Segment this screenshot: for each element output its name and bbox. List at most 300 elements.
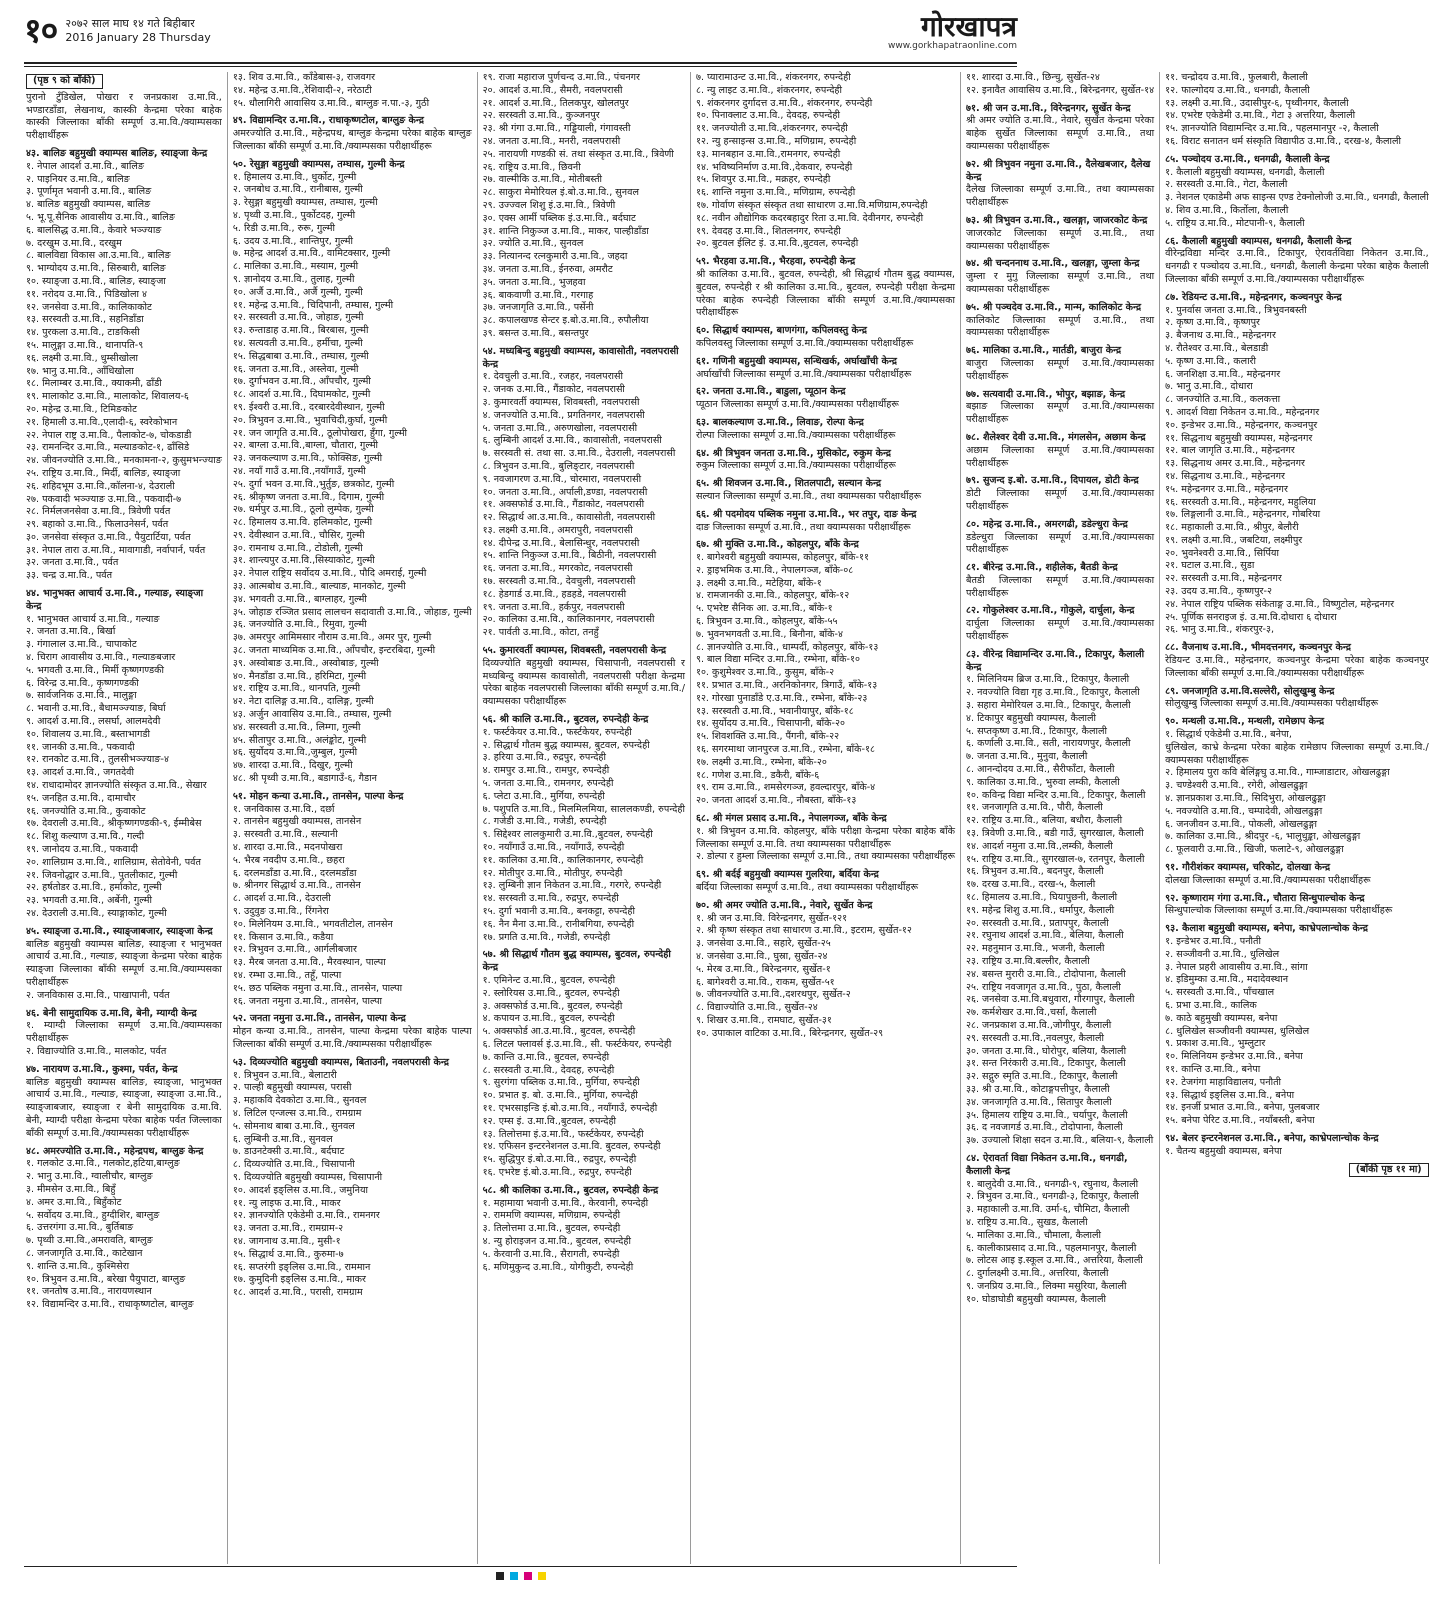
school-list-item: १०. जनता उ.मा.वि., अर्पाली,डण्डा, नवलपरासी [482, 486, 648, 498]
school-list-item: ४५. सीतापुर उ.मा.वि., अलंङ्कोट, गुल्मी [232, 734, 367, 746]
school-list-item: १४. दीपेन्द्र उ.मा.वि., बेलासिन्धुर, नवलपरासी [482, 537, 640, 549]
school-list-item: २५. दुर्गा भवन उ.मा.वि.,भुर्तुङ, छत्रकोट, गुल्मी [232, 478, 395, 490]
school-list-item: २१. जिवनोद्धार उ.मा.वि., पुतलीकाट, गुल्मी [26, 869, 178, 881]
school-list-item: १९. राम उ.मा.वि., शमसेरगञ्ज, हवल्दारपुर, बाँके-४ [695, 782, 876, 794]
school-list-item: १. गलकोट उ.मा.वि., गलकोट,हटिया,बाग्लुङ [26, 1158, 180, 1170]
school-list-item: १६. जनता उ.मा.वि., अस्लेवा, गुल्मी [232, 363, 359, 375]
school-list-item: ३. महाकवि देवकोटा उ.मा.वि., सुनवल [232, 1095, 367, 1107]
school-list-item: ३. कुमारवर्ती क्याम्पस, शिवबस्ती, नवलपरासी [482, 396, 640, 408]
centre-note: श्री कालिका उ.मा.वि., बुटवल, रुपन्देही, श्री सिद्धार्थ गौतम बुद्ध क्याम्पस, बुटवल, रुपन्देही र श्री कालिका उ.मा.वि., बुटवल, रुपन्देही परीक्षा केन्द्रमा परेका बाहेक रुपन्देही जिल्लाका बाँकी सम्पूर्ण उ.मा.वि./क्याम्पसका परीक्षार्थीहरू [695, 268, 955, 319]
centre-note: श्री अमर ज्योति उ.मा.वि., नेवारे, सुर्खेत केन्द्रमा परेका बाहेक सुर्खेत जिल्लाका सम्पूर्ण उ.मा.वि., तथा क्याम्पसका परीक्षार्थीहरू [965, 115, 1155, 152]
school-list-item: १२. जनसेवा उ.मा.वि., कालिकाकोट [26, 301, 152, 313]
school-list-item: १३. सिद्धनाथ अमर उ.मा.वि., महेन्द्रनगर [1165, 458, 1305, 470]
school-list-item: ३. अक्सफोर्ड उ.मा.वि., बुटवल, रुपन्देही [482, 1000, 623, 1012]
school-list-item: २८. साकुरा मेमोरियल इं.बो.उ.मा.वि., सुनवल [482, 187, 639, 199]
centre-heading: ७१. श्री जन उ.मा.वि., विरेन्द्रनगर, सुर्खेत केन्द्र [965, 102, 1131, 114]
school-list-item: १६. जनज्योति उ.मा.वि., कुवाकोट [26, 805, 146, 817]
school-list-item: ४२. नेटा दालिङ्ग उ.मा.वि., दालिङ्ग, गुल्मी [232, 696, 374, 708]
school-list-item: ४६. सुर्योदय उ.मा.वि.,जुम्बुल, गुल्मी [232, 747, 358, 759]
school-list-item: १९. जानोदय उ.मा.वि., पकवादी [26, 844, 138, 856]
school-list-item: १. भानुभक्त आचार्य उ.मा.वि., गल्याङ [26, 613, 160, 625]
school-list-item: १४. एभरेष्ट एकेडेमी उ.मा.वि., गेटा ३ अत्तरिया, कैलाली [1165, 110, 1356, 122]
school-list-item: १. हिमालय उ.मा.वि., धुर्कोट, गुल्मी [232, 171, 357, 183]
school-list-item: ७. सरस्वती सं. तथा सा. उ.मा.वि., देउराली, नवलपरासी [482, 448, 676, 460]
date-block [65, 17, 210, 45]
school-list-item: ३४. जनता उ.मा.वि., ईनरुवा, अमरौट [482, 263, 613, 275]
top-rule-thick [24, 62, 1017, 64]
school-list-item: १३. लक्ष्मी उ.मा.वि., उदासीपुर-६, पृथ्वीनगर, कैलाली [1165, 97, 1349, 109]
school-list-item: ८. जनजागृति उ.मा.वि., काटेखान [26, 1247, 143, 1259]
school-list-item: ३२. जनता उ.मा.वि., पर्वत [26, 557, 119, 569]
school-list-item: १. चैतन्य बहुमुखी क्याम्पस, बनेपा [1165, 1145, 1282, 1157]
school-list-item: ६. कर्णाली उ.मा.वि., सती, नारायणपुर, कैलाली [965, 738, 1131, 750]
school-list-item: ९. भाग्योदय उ.मा.वि., सिरुबारी, बालिङ [26, 263, 166, 275]
school-list-item: ११. एभरसाइन्डि इं.बो.उ.मा.वि., नयाँगाउँ, रुपन्देही [482, 1102, 658, 1114]
date-nepali: २०७२ साल माघ १४ गते बिहीबार [65, 17, 195, 30]
school-list-item: ८. जनज्योति उ.मा.वि., कलकत्ता [1165, 394, 1281, 406]
school-list-item: १. कैलाली बहुमुखी क्याम्पस, धनगढी, कैलाली [1165, 166, 1325, 178]
school-list-item: १४. राधादामोदर ज्ञानज्योति संस्कृत उ.मा.वि., सेखार [26, 780, 207, 792]
school-list-item: ११. जनतोष उ.मा.वि., नारायणस्थान [26, 1286, 152, 1298]
registration-mark-black [496, 1572, 504, 1580]
school-list-item: ५. नवज्योति उ.मा.वि., चम्पादेवी, ओखलढुङ्गा [1165, 805, 1323, 817]
school-list-item: २०. जनता आदर्श उ.मा.वि., नौबस्ता, बाँके-१३ [695, 795, 857, 807]
school-list-item: २४. नेपाल राष्ट्रिय पब्लिक संकेताङ्ग उ.मा.वि., विष्णुटोल, महेन्द्रनगर [1165, 598, 1395, 610]
school-list-item: ३. हरिया उ.मा.वि., रुद्रपुर, रुपन्देही [482, 752, 606, 764]
school-list-item: २. हिमालय पुरा कवि बेलिंङ्गघु उ.मा.वि., गाम्जाडाटार, ओखलढुङ्गा [1165, 767, 1390, 779]
school-list-item: ३१. शान्त्यपुर उ.मा.वि.,सिस्याकोट, गुल्मी [232, 555, 375, 567]
registration-mark-yellow [538, 1572, 546, 1580]
school-list-item: २. स्लोरियस उ.मा.वि., बुटवल, रुपन्देही [482, 987, 620, 999]
centre-heading: ७८. शैलेश्वर देवी उ.मा.वि., मंगलसेन, अछाम केन्द्र [965, 431, 1146, 443]
centre-note: डोटी जिल्लाका सम्पूर्ण उ.मा.वि./क्याम्पसका परीक्षार्थीहरू [965, 488, 1155, 512]
school-list-item: ३२. ज्योति उ.मा.वि., सुनवल [482, 238, 584, 250]
school-list-item: ६. बागेश्वरी उ.मा.वि., राकम, सुर्खेत-५१ [695, 976, 835, 988]
school-list-item: ४. बालिङ बहुमुखी क्याम्पस, बालिङ [26, 199, 151, 211]
school-list-item: ११. न्यु लाइफ उ.मा.वि., माकर [232, 1197, 341, 1209]
school-list-item: १२. इनावैत आवासिय उ.मा.वि., बिरेन्द्रनगर, सुर्खेत-१४ [965, 84, 1155, 96]
school-list-item: २. जनक उ.मा.वि., गैंडाकोट, नवलपरासी [482, 384, 625, 396]
school-list-item: २४. देउराली उ.मा.वि., स्याङ्गाकोट, गुल्मी [26, 908, 167, 919]
school-list-item: ८. बालविद्या विकास आ.उ.मा.वि., बालिङ [26, 250, 171, 262]
school-list-item: ३. नेपाल प्रहरी आवासीय उ.मा.वि., सांगा [1165, 961, 1308, 973]
school-list-item: २९. देवीस्थान उ.मा.वि., चौसिर, गुल्मी [232, 529, 365, 541]
school-list-item: १८. हिमालय उ.मा.वि., घियापुछनी, कैलाली [965, 892, 1118, 904]
school-list-item: २४. जीवनज्योति उ.मा.वि., मनकामना-२, कुसुमभन्ज्याङ [26, 455, 222, 467]
centre-note: धुलिखेल, काभ्रे केन्द्रमा परेका बाहेक रामेछाप जिल्लाका सम्पूर्ण उ.मा.वि./क्याम्पसका परीक्षार्थीहरू [1165, 741, 1429, 766]
school-list-item: ६. मणिमुकुन्द उ.मा.वि., योगीकुटी, रुपन्देही [482, 1261, 634, 1273]
school-list-item: १६. शान्ति नमुना उ.मा.वि., मणिग्राम, रुपन्देही [695, 187, 856, 199]
school-list-item: १९. राजा महाराज पुर्णचन्द उ.मा.वि., पंचनगर [482, 72, 640, 83]
school-list-item: १०. प्रभात इ. बो. उ.मा.वि., मुर्गिया, रुपन्देही [482, 1090, 638, 1102]
school-list-item: १२. बाल जागृति उ.मा.वि., महेन्द्रनगर [1165, 445, 1295, 457]
school-list-item: १२. फाल्गोदय उ.मा.वि., धनगढी, कैलाली [1165, 84, 1310, 96]
centre-heading: ४४. भानुभक्त आचार्य उ.मा.वि., गल्याङ, स्याङ्जा केन्द्र [26, 588, 204, 612]
continued-from-tag: (पृष्ठ ९ को बाँकी) [26, 74, 103, 89]
paper-name-logo: गोरखापत्र [921, 10, 1017, 43]
centre-heading: ८५. पञ्चोदय उ.मा.वि., धनगढी, कैलाली केन्द्र [1165, 153, 1330, 165]
school-list-item: १०. कविन्द्र विद्या मन्दिर उ.मा.वि., टिकापुर, कैलाली [965, 789, 1146, 801]
school-list-item: १६. सप्तरंगी इङ्लिस उ.मा.वि., राममान [232, 1261, 371, 1273]
school-list-item: ८. विद्याज्योति उ.मा.वि., सुर्खेत-२४ [695, 1002, 818, 1014]
school-list-item: ३१. नेपाल तारा उ.मा.वि., मावागाडी, नर्वापार्न, पर्वत [26, 544, 206, 556]
school-list-item: १४. पुरकला उ.मा.वि., टाङकिसी [26, 327, 140, 339]
school-list-item: ९. जनप्रिय उ.मा.वि., लिक्मा मसुरिया, कैलाली [965, 1280, 1127, 1292]
school-list-item: १५. छठ पब्लिक नमुना उ.मा.वि., तानसेन, पाल्पा [232, 982, 403, 994]
school-list-item: १३. मानबहान उ.मा.वि.,रामनगर, रुपन्देही [695, 148, 841, 160]
school-list-item: २७. पकवादी भञ्ज्याङ उ.मा.वि., पकवादी-७ [26, 493, 182, 505]
school-list-item: ३९. अस्वोबाङ उ.मा.वि., अस्वोबाङ, गुल्मी [232, 657, 379, 669]
school-list-item: ३. महाकाली उ.मा.वि. उर्मा-६, चौमिटा, कैलाली [965, 1204, 1130, 1216]
centre-heading: ५१. मोहन कन्या उ.मा.वि., तानसेन, पाल्पा केन्द्र [232, 790, 404, 802]
school-list-item: १३. मैरब जनता उ.मा.वि., मैरवस्थान, पाल्पा [232, 957, 386, 969]
school-list-item: २. नवज्योति विद्या गृह उ.मा.वि., टिकापुर, कैलाली [965, 687, 1140, 699]
school-list-item: १८. हेडगार्ड उ.मा.वि., हडहडे, नवलपरासी [482, 588, 627, 600]
school-list-item: ३०. एक्स आर्मी पब्लिक इं.उ.मा.वि., बर्दघाट [482, 212, 636, 224]
school-list-item: १७. गोर्वाण संस्कृत संस्कृत तथा साधारण उ.मा.वि.मणिग्राम,रुपन्देही [695, 199, 928, 211]
school-list-item: ७. लोटस आइ इ.स्कूल उ.मा.वि., अत्तरिया, कैलाली [965, 1255, 1143, 1267]
school-list-item: ८. दुर्गालक्ष्मी उ.मा.वि., अत्तरिया, कैलाली [965, 1268, 1109, 1280]
school-list-item: १४. एफिसन इन्टरनेशनल उ.मा.वि. बुटवल, रुपन्देही [482, 1141, 661, 1153]
school-list-item: ३१. सन्त निरंकारी उ.मा.वि., टिकापुर, कैलाली [965, 1058, 1126, 1070]
centre-heading: ८६. कैलाली बहुमुखी क्याम्पस, धनगढी, कैलाली केन्द्र [1165, 235, 1352, 247]
school-list-item: १३. सिद्धार्थ इङ्लिस उ.मा.वि., बनेपा [1165, 1089, 1295, 1101]
centre-note: बालिङ बहुमुखी क्याम्पस बालिङ, स्याङ्जा, भानुभक्त आचार्य उ.मा.वि., गल्याङ, स्याङ्जा, स्याङ्जा उ.मा.वि., स्याङ्जाबजार, स्याङ्जा र बेनी सामुदायिक उ.मा.वि. बेनी, म्याग्दी परीक्षा केन्द्रमा परेका बाहेक पर्वत जिल्लाका बाँकी सम्पूर्ण उ.मा.वि./क्याम्पसका परीक्षार्थीहरू [26, 1076, 222, 1139]
centre-heading: ५६. श्री कालि उ.मा.वि., बुटवल, रुपन्देही केन्द्र [482, 714, 649, 726]
centre-note: रेडियन्ट उ.मा.वि., महेन्द्रनगर, कञ्चनपुर केन्द्रमा परेका बाहेक कञ्चनपुर जिल्लाका बाँकी सम्पूर्ण उ.मा.वि./क्याम्पसका परीक्षार्थीहरू [1165, 655, 1429, 679]
school-list-item: २६. शहिदभूम उ.मा.वि.,कॉलना-४, देउराली [26, 480, 175, 492]
school-list-item: ३. जनसेवा उ.मा.वि., सहारे, सुर्खेत-२५ [695, 938, 831, 950]
school-list-item: ६. उत्तरगंगा उ.मा.वि., बुर्तिबाङ [26, 1222, 134, 1234]
website-link[interactable]: www.gorkhapatraonline.com [888, 41, 1017, 52]
centre-note: १. म्याग्दी जिल्लाका सम्पूर्ण उ.मा.वि./क्याम्पसका परीक्षार्थीहरू [26, 1020, 222, 1045]
top-rule-thin [24, 66, 1017, 67]
school-list-item: ३३. श्री उ.मा.वि., कोटाङ्गपत्तीपुर, कैलाली [965, 1083, 1110, 1095]
school-list-item: २७. कर्मशेखर उ.मा.वि.,चर्सा, कैलाली [965, 1007, 1097, 1019]
school-list-item: १५. बनेपा पेरिट उ.मा.वि., नयाँबस्ती, बनेपा [1165, 1115, 1315, 1127]
centre-note: प्यूठान जिल्लाका सम्पूर्ण उ.मा.वि./क्याम्पसका परीक्षार्थीहरू [695, 399, 899, 411]
school-list-item: ४. इडिमुम्का उ.मा.वि., मदादेवस्थान [1165, 974, 1289, 986]
centre-heading: ५८. श्री कालिका उ.मा.वि., बुटवल, रुपन्देही केन्द्र [482, 1184, 659, 1196]
school-list-item: २२. सरस्वती उ.मा.वि., कुञ्जनपुर [482, 110, 600, 122]
school-list-item: १४. महेन्द्र उ.मा.वि.,रेशिवादी-२, नरेठाटी [232, 84, 372, 96]
school-list-item: ३. तिलोत्तमा उ.मा.वि., बुटवल, रुपन्देही [482, 1223, 621, 1235]
school-list-item: १. देवचुली उ.मा.वि., रजहर, नवलपरासी [482, 371, 623, 383]
school-list-item: १३. सरस्वती उ.मा.वि., सहनिडाँडा [26, 314, 144, 326]
school-list-item: २३. उदय उ.मा.वि., कृष्णपुर-२ [1165, 586, 1272, 598]
column-5 [960, 72, 1159, 1564]
centre-heading: ८४. ऐरावर्ता विद्या निकेतन उ.मा.वि., धनगढी, कैलाली केन्द्र [965, 1152, 1128, 1177]
school-list-item: ५. सर्वोदय उ.मा.वि., हुग्दीशिर, बाग्लुङ [26, 1209, 160, 1221]
school-list-item: ७. कालिका उ.मा.वि., श्रीदपुर -६, भालुधुङ्का, ओखलढुङ्गा [1165, 831, 1361, 843]
school-list-item: ४३. अर्जुन आवासिय उ.मा.वि., तम्घास, गुल्मी [232, 709, 392, 721]
school-list-item: ३८. जनता माध्यमिक उ.मा.वि., आँपचौर, इन्टरबिदा, गुल्मी [232, 645, 436, 657]
school-list-item: १६. एभरेष्ट इं.बो.उ.मा.वि., रुद्रपुर, रुपन्देही [482, 1166, 632, 1178]
school-list-item: १९. देवदह उ.मा.वि., शितलनगर, रुपन्देही [695, 225, 841, 237]
school-list-item: ४. रामपुर उ.मा.वि., रामपुर, रुपन्देही [482, 765, 610, 777]
school-list-item: १. जनविकास उ.मा.वि., दर्छा [232, 803, 335, 815]
centre-note: दाङ जिल्लाका सम्पूर्ण उ.मा.वि., तथा क्याम्पसका परीक्षार्थीहरू [695, 521, 911, 533]
school-list-item: २. पाइनियर उ.मा.वि., बालिङ [26, 173, 130, 185]
centre-heading: ६८. श्री मंगल प्रसाद उ.मा.वि., नेपालगञ्ज, बाँके केन्द्र [695, 813, 887, 825]
school-list-item: ६. उदय उ.मा.वि., शान्तिपुर, गुल्मी [232, 235, 353, 247]
centre-heading: ५७. श्री सिद्धार्थ गौतम बुद्ध क्याम्पस, बुटवल, रुपन्देही केन्द्र [482, 949, 671, 974]
column-6 [1159, 72, 1429, 1564]
school-list-item: ११. जनज्योती उ.मा.वि.,शंकरनगर, रुपन्देही [695, 123, 848, 135]
school-list-item: ५. राष्ट्रिय उ.मा.वि., मोटपानी-९, कैलाली [1165, 217, 1305, 229]
school-list-item: ७. सार्वजनिक उ.मा.वि., मालुङ्गा [26, 690, 137, 702]
school-list-item: २९. बहाको उ.मा.वि., फिलाउनेसर्न, पर्वत [26, 519, 169, 531]
school-list-item: १७. लिङ्गलानी उ.मा.वि., महेन्द्रनगर, गोबरिया [1165, 509, 1321, 521]
school-list-item: ६. दरलमडाँडा उ.मा.वि., दरलमडाँडा [232, 867, 357, 879]
centre-note: बझाङ जिल्लाका सम्पूर्ण उ.मा.वि./क्याम्पसका परीक्षार्थीहरू [965, 401, 1155, 426]
school-list-item: २९. उज्ज्वल शिशु इं.उ.मा.वि., त्रिवेणी [482, 199, 616, 211]
centre-heading: ७३. श्री त्रिभुवन उ.मा.वि., खलङ्गा, जाजरकोट केन्द्र [965, 214, 1148, 226]
school-list-item: २५. राष्ट्रिय नवजागृत उ.मा.वि., पुठा, कैलाली [965, 981, 1121, 993]
school-list-item: १०. नयाँगाउँ उ.मा.वि., नयाँगाउँ, रुपन्देही [482, 842, 625, 854]
school-list-item: ४८. श्री पृथ्वी उ.मा.वि., बडागाउँ-६, गैडान [232, 773, 377, 785]
centre-heading: ५५. कुमारवर्ती क्याम्पस, शिवबस्ती, नवलपरासी केन्द्र [482, 645, 667, 657]
centre-note: बैतडी जिल्लाका सम्पूर्ण उ.मा.वि./क्याम्पसका परीक्षार्थीहरू [965, 574, 1155, 599]
school-list-item: ४. जनज्योति उ.मा.वि., प्रगतिनगर, नवलपरासी [482, 409, 645, 421]
school-list-item: १५. शिवशक्ति उ.मा.वि., पैंगनी, बाँके-२२ [695, 731, 840, 743]
centre-heading: ६२. जनता उ.मा.वि., बाडुला, प्यूठान केन्द्र [695, 386, 846, 398]
centre-note: कपिलवस्तु जिल्लाका सम्पूर्ण उ.मा.वि./क्याम्पसका परीक्षार्थीहरू [695, 337, 914, 349]
centre-note: अछाम जिल्लाका सम्पूर्ण उ.मा.वि./क्याम्पसका परीक्षार्थीहरू [965, 444, 1155, 469]
school-list-item: ७. कान्ति उ.मा.वि., बुटवल, रुपन्देही [482, 1051, 610, 1063]
school-list-item: ९. सिद्देश्वर लालकुमारी उ.मा.वि.,बुटवल, रुपन्देही [482, 829, 653, 841]
school-list-item: १५. महेन्द्रनगर उ.मा.वि., महेन्द्रनगर [1165, 483, 1288, 495]
school-list-item: १. सिद्धार्थ एकेडेमी उ.मा.वि., बनेपा, [1165, 729, 1292, 741]
school-list-item: ८. आदर्श उ.मा.वि., देउराली [232, 893, 331, 905]
masthead-left [24, 11, 211, 51]
school-list-item: ३३. नित्यानन्द रत्नकुमारी उ.मा.वि., जहदा [482, 251, 628, 263]
school-list-item: १. श्री जन उ.मा.वि. विरेन्द्रनगर, सुर्खेत-१२१ [695, 912, 848, 924]
column-2 [227, 72, 477, 1564]
school-list-item: ४. शारदा उ.मा.वि., मदनपोखरा [232, 842, 343, 854]
centre-note: दार्चुला जिल्लाका सम्पूर्ण उ.मा.वि./क्याम्पसका परीक्षार्थीहरू [965, 618, 1155, 643]
centre-heading: ७६. मालिका उ.मा.वि., मार्तडी, बाजुरा केन्द्र [965, 345, 1122, 357]
school-list-item: २८. हिमालय उ.मा.वि. हलिमकोट, गुल्मी [232, 517, 373, 529]
centre-heading: ७९. सुजन्द इ.बो. उ.मा.वि., दिपायल, डोटी केन्द्र [965, 475, 1139, 487]
centre-heading: ८९. जनजागृति उ.मा.वि.सल्लेरी, सोलुखुम्बु केन्द्र [1165, 685, 1335, 697]
school-list-item: २. जनता उ.मा.वि., बिर्खा [26, 626, 116, 638]
school-list-item: २. तानसेन बहुमुखी क्याम्पस, तानसेन [232, 816, 362, 828]
centre-heading: ९३. कैलाश बहुमुखी क्याम्पस, बनेपा, काभ्रेपलान्चोक केन्द्र [1165, 923, 1368, 935]
column-3 [477, 72, 690, 1564]
school-list-item: १५. सिद्धार्थ उ.मा.वि., कुरुमा-७ [232, 1248, 344, 1260]
school-list-item: ३. सहारा मेमोरियल उ.मा.वि., टिकापुर, कैलाली [965, 700, 1131, 712]
centre-note: सोलुखुम्बु जिल्लाका सम्पूर्ण उ.मा.वि./क्याम्पसका परीक्षार्थीहरू [1165, 698, 1379, 710]
school-list-item: ४. जनसेवा उ.मा.वि., घुस्रा, सुर्खेत-२४ [695, 951, 828, 962]
school-list-item: १४. सत्यवती उ.मा.वि., हर्मीचा, गुल्मी [232, 337, 363, 349]
registration-marks [24, 1572, 1017, 1582]
column-1 [26, 72, 227, 1564]
registration-mark-magenta [524, 1572, 532, 1580]
school-list-item: ३०. जनता उ.मा.वि., घोरोपुर, बलिया, कैलाली [965, 1045, 1127, 1057]
centre-heading: ४५. स्याङ्जा उ.मा.वि., स्याङ्जाबजार, स्याङ्जा केन्द्र [26, 925, 213, 937]
centre-note: बालिङ बहुमुखी क्याम्पस बालिङ, स्याङ्जा र भानुभक्त आचार्य उ.मा.वि., गल्याङ, स्याङ्जा केन्द्रमा परेका बाहेक स्याङ्जा जिल्लाका बाँकी सम्पूर्ण उ.मा.वि./क्याम्पसका परीक्षार्थीहरू [26, 938, 222, 988]
school-list-item: १४. सिद्धनाथ उ.मा.वि., महेन्द्रनगर [1165, 470, 1285, 482]
school-list-item: १८. नवीन औद्योगिक कदरबहादुर रिता उ.मा.वि. देवीनगर, रुपन्देही [695, 212, 924, 224]
school-list-item: ९. ज्ञानोदय उ.मा.वि., तुलाह, गुल्मी [232, 273, 355, 285]
centre-heading: ६७. श्री मुक्ति उ.मा.वि., कोहलपुर, बाँके केन्द्र [695, 539, 859, 551]
school-list-item: ४. रौतेश्वर उ.मा.वि., बेलडाडी [1165, 342, 1269, 354]
school-list-item: ९. शान्ति उ.मा.वि., कुश्मिसेरा [26, 1260, 130, 1272]
centre-heading: ६६. श्री पदमोदय पब्लिक नमुना उ.मा.वि., भर तपुर, दाङ केन्द्र [695, 508, 917, 520]
school-list-item: १९. ईश्वरी उ.मा.वि., दरबारदेवीस्थान, गुल्मी [232, 401, 385, 413]
school-list-item: ५. मालिका उ.मा.वि., चौमाला, कैलाली [965, 1229, 1101, 1241]
school-list-item: १६. नैन मैना उ.मा.वि., रानीबगिया, रुपन्देही [482, 918, 635, 930]
centre-note: बर्दिया जिल्लाका सम्पूर्ण उ.मा.वि., तथा क्याम्पसका परीक्षार्थीहरू [695, 882, 919, 894]
school-list-item: १८. शिशु कल्याण उ.मा.वि., गल्दी [26, 831, 145, 843]
school-list-item: २२. बाग्ला उ.मा.वि.,बाग्ला, चौतारा, गुल्मी [232, 440, 379, 452]
school-list-item: १३. रुन्ताडाह उ.मा.वि., बिरबास, गुल्मी [232, 325, 369, 337]
school-list-item: १८. गणेश उ.मा.वि., डकैरी, बाँके-६ [695, 769, 820, 781]
school-list-item: १२. त्रिभुवन उ.मा.वि., आर्गलीबजार [232, 944, 357, 956]
centre-note: रुकुम जिल्लाका सम्पूर्ण उ.मा.वि./क्याम्पसका परीक्षार्थीहरू [695, 460, 896, 472]
school-list-item: १८. आदर्श उ.मा.वि., परासी, रामग्राम [232, 1287, 363, 1299]
centre-note: अर्घाखाँची जिल्लाका सम्पूर्ण उ.मा.वि./क्याम्पसका परीक्षार्थीहरू [695, 368, 912, 380]
school-list-item: ३. गंगालाल उ.मा.वि., चापाकोट [26, 639, 137, 651]
centre-heading: ६४. श्री त्रिभुवन जनता उ.मा.वि., मुसिकोट, रुकुम केन्द्र [695, 447, 891, 459]
school-list-item: २१. जन जागृति उ.मा.वि., ठूलोपोखरा, हुँगा, गुल्मी [232, 427, 408, 439]
school-list-item: १४. इनर्जी प्रभात उ.मा.वि., बनेपा, पुलबजार [1165, 1102, 1320, 1114]
school-list-item: २०. बुटवल ईलिट इं. उ.मा.वि.,बुटवल, रुपन्देही [695, 238, 859, 250]
school-list-item: १३. सरस्वती उ.मा.वि., भवानीयापुर, बाँके-१८ [695, 705, 854, 717]
school-list-item: १५. शान्ति निकुञ्ज उ.मा.वि., बिठीनी, नवलपरासी [482, 550, 657, 562]
school-list-item: १७. देवराली उ.मा.वि., श्रीकृष्णगण्डकी-९, ईम्मीबेस [26, 818, 202, 830]
school-list-item: २०. सरस्वती उ.मा.वि., प्रतापपुर, कैलाली [965, 917, 1109, 929]
school-list-item: ५. कृष्ण उ.मा.वि., कलारी [1165, 355, 1256, 367]
school-list-item: १५. सिद्धबाबा उ.मा.वि., तम्घास, गुल्मी [232, 350, 369, 362]
school-list-item: २. सिद्धार्थ गौतम बुद्ध क्याम्पस, बुटवल, रुपन्देही [482, 739, 650, 751]
school-list-item: ७. महेन्द्र आदर्श उ.मा.वि., वामिटक्सार, गुल्मी [232, 248, 391, 260]
school-list-item: ८. आनन्दोदय उ.मा.वि., सैरीफाँटा, कैलाली [965, 764, 1115, 776]
bottom-rule [24, 1566, 1017, 1567]
school-list-item: ९. आदर्श उ.मा.वि., लसर्घा, आलमदेवी [26, 716, 161, 728]
centre-heading: ७५. श्री पञ्चदेव उ.मा.वि., मान्म, कालिकोट केन्द्र [965, 301, 1142, 313]
school-list-item: १. इन्डेभर उ.मा.वि., पनौती [1165, 936, 1261, 947]
school-list-item: ६. त्रिभुवन उ.मा.वि., कोहलपुर, बाँके-५५ [695, 616, 838, 628]
school-list-item: २२. महनुमान उ.मा.वि., भजनी, कैलाली [965, 943, 1105, 955]
school-list-item: २०. महेन्द्र उ.मा.वि., टिमिङकोट [26, 403, 137, 415]
school-list-item: ४. अमर उ.मा.वि., बिहुँकोट [26, 1196, 122, 1208]
school-list-item: ३६. द नवजागर्ड उ.मा.वि., टोदोपाना, कैलाली [965, 1122, 1123, 1134]
school-list-item: २३. राष्ट्रिय उ.मा.वि.बल्लीर, कैलाली [965, 956, 1090, 967]
school-list-item: १५. धौलागिरी आवासिय उ.मा.वि., बाग्लुङ न.पा.-३, गुठी [232, 97, 430, 109]
centre-note: जुम्ला र मुगु जिल्लाका सम्पूर्ण उ.मा.वि., तथा क्याम्पसका परीक्षार्थीहरू [965, 271, 1155, 295]
school-list-item: ८. गजेडी उ.मा.वि., गजेडी, रुपन्देही [482, 816, 607, 828]
school-list-item: ३५. जनता उ.मा.वि., भुजहवा [482, 276, 586, 288]
school-list-item: १४. आदर्श नमुना उ.मा.वि.,लम्की, कैलाली [965, 840, 1113, 852]
school-list-item: ७. डाउनटेक्सी उ.मा.वि., बर्दघाट [232, 1146, 345, 1158]
school-list-item: ४. राष्ट्रिय उ.मा.वि., सुखड, कैलाली [965, 1216, 1088, 1228]
centre-heading: ५४. मध्यबिन्दु बहुमुखी क्याम्पस, कावासोती, नवलपरासी केन्द्र [482, 345, 679, 370]
school-list-item: ९. बाल विद्या मन्दिर उ.मा.वि., रम्भेना, बाँके-१० [695, 654, 860, 666]
school-list-item: २८. निर्मलजनसेवा उ.मा.वि., त्रिवेणी पर्वत [26, 506, 171, 518]
school-list-item: २१. हिमाली उ.मा.वि.,एलादी-६, स्वरेकोभान [26, 416, 178, 428]
centre-heading: ८३. वीरेन्द्र विद्यामन्दिर उ.मा.वि., टिकापुर, कैलाली केन्द्र [965, 648, 1145, 673]
school-list-item: १. मिलिनियम ब्रिज उ.मा.वि., टिकापुर, कैलाली [965, 674, 1130, 686]
school-list-item: ९. आदर्श विद्या निकेतन उ.मा.वि., महेन्द्रनगर [1165, 406, 1320, 418]
school-list-item: ४७. शारदा उ.मा.वि., दिखुर, गुल्मी [232, 760, 353, 772]
centre-heading: ५९. भैरहवा उ.मा.वि., भैरहवा, रुपन्देही केन्द्र [695, 256, 856, 268]
school-list-item: ३. सरस्वती उ.मा.वि., सल्यानी [232, 829, 338, 841]
school-list-item: २३. भगवती उ.मा.वि., अर्बेनी, गुल्मी [26, 895, 152, 907]
school-list-item: ८. ज्ञानज्योति उ.मा.वि., धाम्पर्दी, कोहलपुर, बाँके-१३ [695, 641, 879, 653]
school-list-item: ३७. उज्यालो शिक्षा सदन उ.मा.वि., बलिया-९, कैलाली [965, 1135, 1154, 1147]
school-list-item: ७. काठे बहुमुखी क्याम्पस, बनेपा [1165, 1012, 1278, 1024]
school-list-item: ५. जनता उ.मा.वि., अरुणखोला, नवलपरासी [482, 422, 638, 434]
date-english: 2016 January 28 Thursday [65, 31, 211, 44]
school-list-item: ११. महेन्द्र उ.मा.वि., चिदिपानी, तम्घास, गुल्मी [232, 299, 394, 311]
school-list-item: ११. जनजागृति उ.मा.वि., पौरी, कैलाली [965, 802, 1103, 814]
school-list-item: ३१. शान्ति निकुञ्ज उ.मा.वि., माकर, पाल्हीडाँडा [482, 225, 649, 237]
centre-note: बाजुरा जिल्लाका सम्पूर्ण उ.मा.वि./क्याम्पसका परीक्षार्थीहरू [965, 357, 1155, 382]
school-list-item: १३. जनता उ.मा.वि., रामग्राम-२ [232, 1223, 344, 1235]
centre-heading: ७७. सत्यवादी उ.मा.वि., भोपुर, बझाङ, केन्द्र [965, 388, 1126, 400]
school-list-item: १५. ज्ञानज्योति विद्यामन्दिर उ.मा.वि., पहलमानपुर -२, कैलाली [1165, 123, 1379, 135]
school-list-item: ७. पृथ्वी उ.मा.वि.,अमरावति, बाग्लुङ [26, 1235, 153, 1247]
school-list-item: ८. त्रिभुवन उ.मा.वि., बुलिङ्टार, नवलपरासी [482, 460, 635, 472]
centre-note: सिन्धुपाल्चोक जिल्लाका सम्पूर्ण उ.मा.वि./क्याम्पसका परीक्षार्थीहरू [1165, 905, 1393, 917]
school-list-item: २३. श्री गंगा उ.मा.वि., गड्डियाली, गंगावस्ती [482, 123, 631, 135]
centre-heading: ८१. बीरेन्द्र उ.मा.वि., शहीलेक, बैतडी केन्द्र [965, 562, 1118, 574]
school-list-item: १५. मालुङ्गा उ.मा.वि., थानापति-९ [26, 339, 144, 351]
school-list-item: २६. श्रीकृष्ण जनता उ.मा.वि., दिगाम, गुल्मी [232, 491, 385, 503]
school-list-item: २४. जनता उ.मा.वि., मनरी, नवलपरासी [482, 135, 621, 147]
school-list-item: ६. विरेन्द्र उ.मा.वि., कृष्णगण्डकी [26, 677, 139, 689]
school-list-item: २०. भुवनेश्वरी उ.मा.वि., सिर्पिया [1165, 547, 1279, 559]
centre-heading: ९२. कृष्णाराम गंगा उ.मा.वि., चौतारा सिन्धुपाल्चोक केन्द्र [1165, 892, 1365, 904]
school-list-item: १६. जनता उ.मा.वि., मगरकोट, नवलपरासी [482, 563, 633, 575]
school-list-item: ११. सिद्धनाथ बहुमुखी क्याम्पस, महेन्द्रनगर [1165, 432, 1313, 444]
school-list-item: १०. स्याङ्जा उ.मा.वि., बालिङ, स्याङ्जा [26, 275, 166, 287]
registration-mark-cyan [510, 1572, 518, 1580]
centre-note: मोहन कन्या उ.मा.वि., तानसेन, पाल्पा केन्द्रमा परेका बाहेक पाल्पा जिल्लाका बाँकी सम्पूर्ण उ.मा.वि./क्याम्पसका परीक्षार्थीहरू [232, 1026, 472, 1050]
school-list-item: ११. अक्सफोर्ड उ.मा.वि., गैंडाकोट, नवलपरासी [482, 499, 645, 511]
school-list-item: १७. सरस्वती उ.मा.वि., देवचुली, नवलपरासी [482, 576, 636, 588]
school-list-item: १२. सरस्वती उ.मा.वि., जोहाङ, गुल्मी [232, 312, 364, 324]
school-list-item: १०. आदर्श इङ्लिस उ.मा.वि., जमुनिया [232, 1184, 369, 1196]
school-list-item: १. त्रिभुवन उ.मा.वि., बेलाटारी [232, 1069, 337, 1081]
school-list-item: १९. जनता उ.मा.वि., हर्कपुर, नवलपरासी [482, 601, 625, 613]
masthead-right [888, 12, 1017, 51]
school-list-item: २. कृष्ण उ.मा.वि., कृष्णपुर [1165, 317, 1260, 329]
centre-heading: ८८. वैजनाथ उ.मा.वि., भीमदत्तनगर, कञ्चनपुर केन्द्र [1165, 642, 1351, 654]
school-list-item: २. विद्याज्योति उ.मा.वि., मालकोट, पर्वत [26, 1045, 167, 1057]
school-list-item: २३. रामनन्दिर उ.मा.वि., मल्याङकोट-१, ढाँसिडे [26, 442, 190, 454]
school-list-item: २५. राष्ट्रिय उ.मा.वि., मिर्दी, बालिङ, स्याङ्जा [26, 467, 181, 479]
centre-heading: ९०. मन्थली उ.मा.वि., मन्थली, रामेछाप केन्द्र [1165, 716, 1325, 728]
school-list-item: १८. आदर्श उ.मा.वि., दिघामकोट, गुल्मी [232, 389, 371, 401]
school-list-item: ३. बैजनाथ उ.मा.वि., महेन्द्रनगर [1165, 330, 1276, 342]
school-list-item: ५. सप्तकृष्ण उ.मा.वि., टिकापुर, कैलाली [965, 725, 1107, 737]
school-list-item: ४. न्यु होराइजन उ.मा.वि., बुटवल, रुपन्देही [482, 1235, 631, 1247]
school-list-item: १. महामाया भवानी उ.मा.वि., केरवानी, रुपन्देही [482, 1197, 649, 1209]
school-list-item: १४. सुर्योदय उ.मा.वि., चिसापानी, बाँके-२० [695, 718, 845, 730]
school-list-item: ५. भू.पू.सैनिक आवासीय उ.मा.वि., बालिङ [26, 211, 175, 223]
article-columns [26, 72, 1429, 1564]
school-list-item: २. भानु उ.मा.वि., ग्वालीचौर, बाग्लुङ [26, 1171, 153, 1183]
school-list-item: ३. नेशनल एकाडेमी अफ साइन्स एण्ड टेक्नोलोजी उ.मा.वि., धनगढी, कैलाली [1165, 192, 1429, 204]
school-list-item: ३२. नेपाल राष्ट्रिय सर्वोदय उ.मा.वि., पौदि अमराई, गुल्मी [232, 568, 427, 580]
school-list-item: १०. अर्जै उ.मा.वि., अर्जै गुल्मी, गुल्मी [232, 286, 363, 298]
school-list-item: ७. श्रीनगर सिद्धार्थ उ.मा.वि., तानसेन [232, 880, 361, 892]
school-list-item: १३. लक्ष्मी उ.मा.वि., अमरापुरी, नवलपरासी [482, 524, 633, 536]
school-list-item: १०. पिनाक्लाट उ.मा.वि., देवदह, रुपन्देही [695, 110, 840, 122]
